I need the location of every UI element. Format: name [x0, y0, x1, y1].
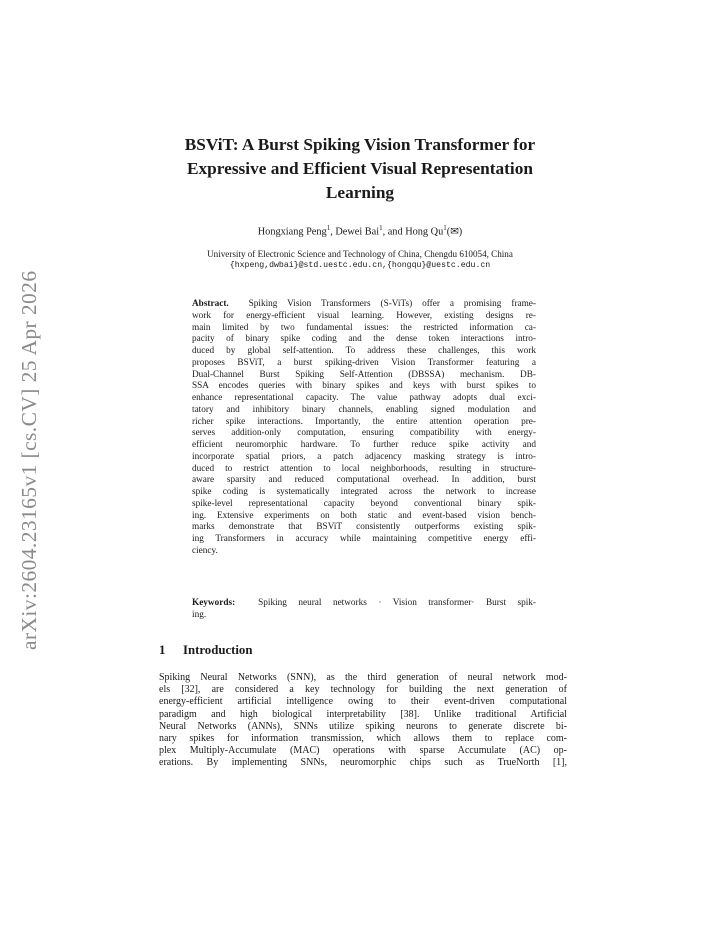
affiliation-block [130, 248, 590, 272]
abstract-text: Spiking Vision Transformers (S-ViTs) offer a promising frame- [248, 299, 536, 309]
abstract-line: SSA encodes queries with binary spikes and keys with burst spikes to [192, 381, 536, 392]
corresponding-author-mark: (✉) [446, 226, 463, 238]
body-line: Spiking Neural Networks (SNN), as the third generation of neural network mod- [159, 672, 567, 683]
body-line: Neural Networks (ANNs), SNNs utilize spiking neurons to generate discrete bi- [159, 720, 567, 732]
abstract-line: work for energy-efficient visual learning. However, existing designs re- [192, 310, 536, 321]
abstract-line: pacity of binary spike coding and the dense token interactions intro- [192, 334, 536, 345]
abstract-label: Abstract. [192, 299, 229, 309]
affiliation-mark: 1 [443, 224, 447, 232]
introduction-body [159, 672, 567, 770]
abstract-line: tatory and inhibitory binary channels, enabling signed modulation and [192, 404, 536, 415]
section-title: Introduction [183, 643, 253, 657]
section-heading [159, 642, 252, 658]
abstract-line: Dual-Channel Burst Spiking Self-Attention (DBSSA) mechanism. DB- [192, 369, 536, 380]
abstract-line: duced by global self-attention. To address these challenges, this work [192, 346, 536, 356]
abstract-line: richer spike interactions. Importantly, the entire attention operation pre- [192, 416, 536, 427]
abstract-line: spike coding is systematically integrated across the network to increase [192, 487, 536, 497]
author-list [150, 221, 570, 239]
abstract-line: enhance representational capacity. The value pathway adopts dual exci- [192, 393, 536, 403]
affiliation-mark: 1 [326, 224, 331, 232]
paper-title [150, 133, 570, 205]
abstract-line: marks demonstrate that BSViT consistently outperforms existing spik- [192, 522, 536, 533]
body-line: energy-efficient artificial intelligence owing to their event-driven computational [159, 696, 567, 708]
keywords-label: Keywords: [192, 598, 236, 608]
email-addresses: {hxpeng,dwbai}@std.uestc.edu.cn,{hongqu}@uestc.edu.cn [229, 261, 491, 270]
author-separator: , [330, 226, 336, 238]
keywords-line [192, 598, 536, 610]
author-separator: , and [382, 226, 406, 238]
author-name: Dewei Bai [335, 226, 380, 238]
keywords [192, 598, 536, 622]
abstract-line: main limited by two fundamental issues: the restricted information ca- [192, 322, 536, 333]
body-line: erations. By implementing SNNs, neuromorphic chips such as TrueNorth [1], [159, 757, 567, 769]
title-line: BSViT: A Burst Spiking Vision Transformer for [184, 135, 536, 154]
abstract-line: ciency. [192, 545, 218, 556]
body-line: plex Multiply-Accumulate (MAC) operations with sparse Accumulate (AC) op- [159, 745, 567, 757]
body-line: nary spikes for information transmission, which allows them to replace com- [159, 733, 567, 745]
abstract-line: spike-level representational capacity beyond conventional binary spik- [192, 498, 536, 509]
title-line: Learning [325, 183, 395, 202]
title-line: Expressive and Efficient Visual Representation [187, 159, 533, 178]
body-line: paradigm and high biological interpretability [38]. Unlike traditional Artificial [159, 708, 567, 720]
author-name: Hongxiang Peng [257, 226, 327, 238]
abstract-line: proposes BSViT, a burst spiking-driven Vision Transformer featuring a [192, 357, 536, 368]
keywords-line: ing. [192, 609, 207, 620]
abstract-line: incorporate spatial priors, a patch adjacency masking strategy is intro- [192, 451, 536, 462]
abstract-line: serves addition-only computation, ensuring compatibility with energy- [192, 428, 536, 439]
arxiv-identifier-stamp: arXiv:2604.23165v1 [cs.CV] 25 Apr 2026 [17, 270, 41, 650]
abstract-line: ing Transformers in accuracy while maintaining competitive energy effi- [192, 534, 536, 544]
abstract-line: aware sparsity and reduced computational overhead. In addition, burst [192, 475, 536, 486]
section-number: 1 [159, 643, 166, 657]
author-name: Hong Qu [405, 226, 444, 238]
abstract-line: duced to restrict attention to local neighborhoods, resulting in structure- [192, 463, 536, 474]
body-line: els [32], are considered a key technology for building the next generation of [159, 684, 567, 696]
affiliation-mark: 1 [379, 224, 383, 232]
abstract [192, 299, 536, 558]
abstract-line [192, 299, 536, 311]
affiliation: University of Electronic Science and Technology of China, Chengdu 610054, China [207, 249, 513, 259]
keywords-text: Spiking neural networks · Vision transformer· Burst spik- [258, 598, 536, 608]
abstract-line: efficient neuromorphic hardware. To further reduce spike activity and [192, 440, 536, 450]
abstract-line: ing. Extensive experiments on both static and event-based vision bench- [192, 510, 536, 521]
